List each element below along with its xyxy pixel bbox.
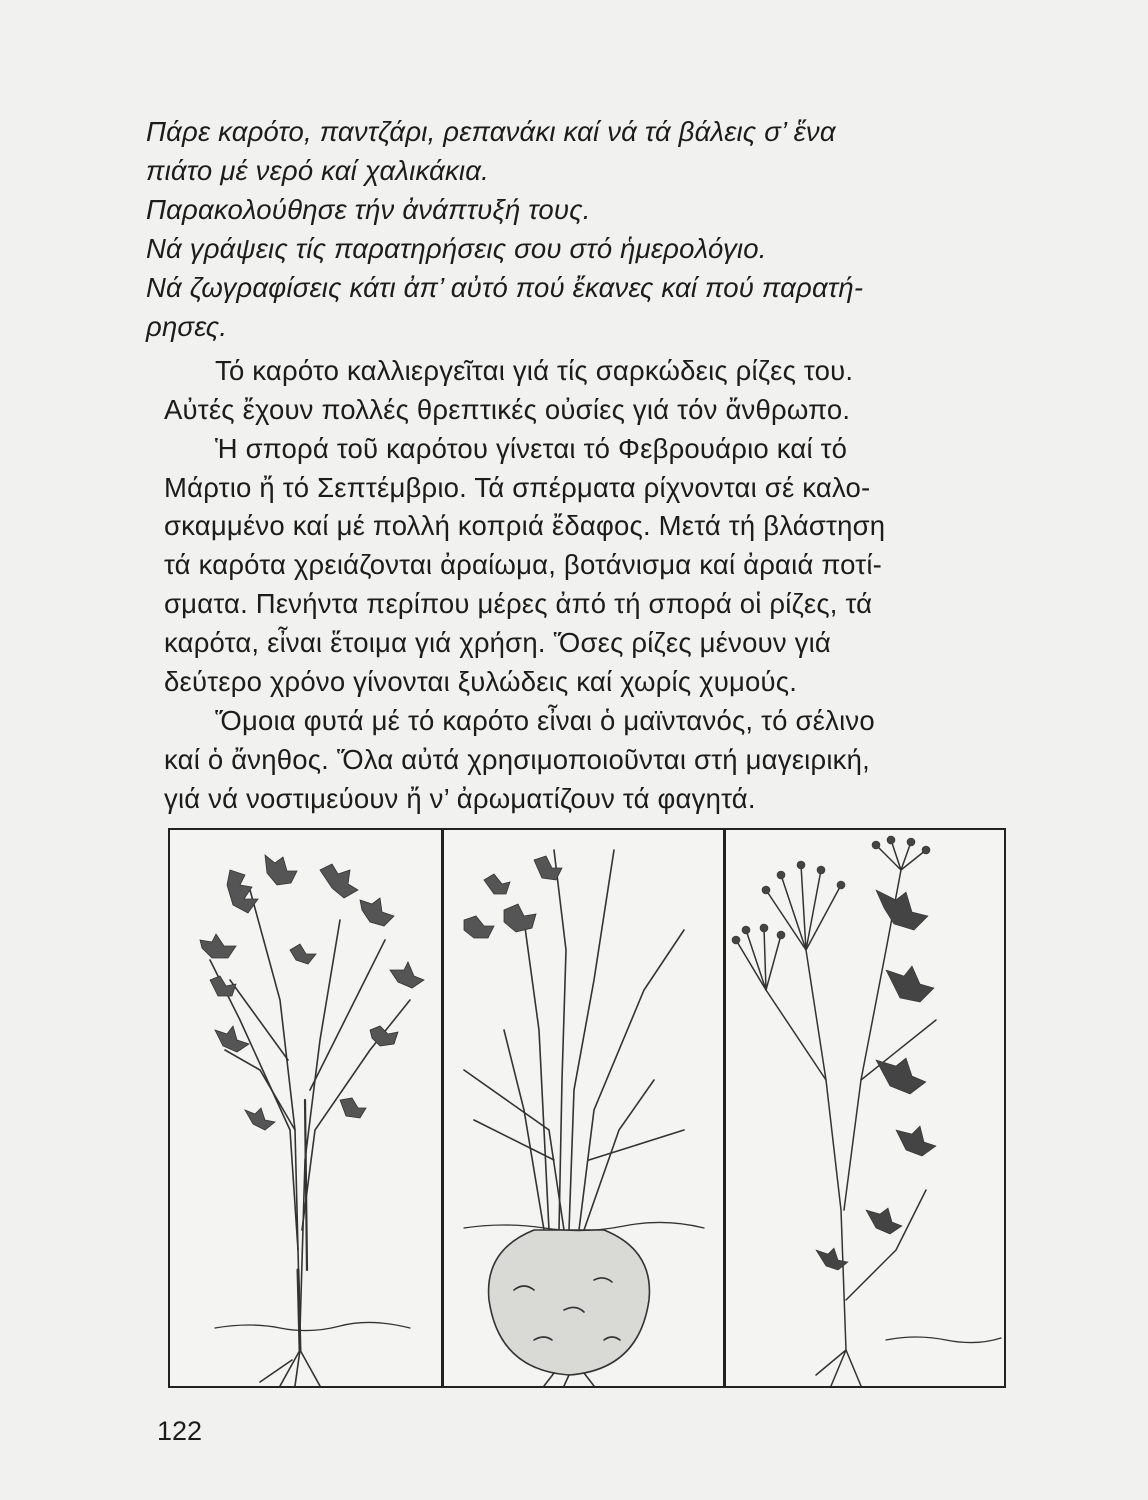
instruction-line-3: Παρακολούθησε τήν ἀνάπτυξή τους. — [146, 194, 591, 225]
page-number: 122 — [157, 1416, 203, 1446]
dill-drawing — [726, 830, 1004, 1386]
instruction-line-6: ρησες. — [146, 311, 228, 342]
body-line-4: Μάρτιο ἤ τό Σεπτέμβριο. Τά σπέρματα ρίχνονται σέ καλο- — [164, 472, 871, 503]
body-line-10: Ὅμοια φυτά μέ τό καρότο εἶναι ὁ μαϊντανός, τό σέλινο — [215, 705, 875, 736]
parsley-drawing — [170, 830, 442, 1386]
body-line-1: Τό καρότο καλλιεργεῖται γιά τίς σαρκώδεις ρίζες του. — [215, 355, 854, 386]
body-line-6: τά καρότα χρειάζονται ἀραίωμα, βοτάνισμα καί ἀραιά ποτί- — [164, 549, 883, 580]
instruction-line-1: Πάρε καρότο, παντζάρι, ρεπανάκι καί νά τά βάλεις σ’ ἕνα — [146, 116, 836, 147]
plants-illustration — [168, 828, 1006, 1388]
celery-illustration — [444, 830, 723, 1386]
instruction-line-2: πιάτο μέ νερό καί χαλικάκια. — [146, 155, 489, 186]
body-line-12: γιά νά νοστιμεύουν ἤ ν’ ἀρωματίζουν τά φαγητά. — [164, 783, 756, 814]
body-line-9: δεύτερο χρόνο γίνονται ξυλώδεις καί χωρίς χυμούς. — [164, 666, 798, 697]
body-line-3: Ἡ σπορά τοῦ καρότου γίνεται τό Φεβρουάριο καί τό — [215, 433, 848, 464]
body-line-7: σματα. Πενήντα περίπου μέρες ἀπό τή σπορά οἱ ρίζες, τά — [164, 588, 873, 619]
parsley-illustration — [170, 830, 442, 1386]
body-line-2: Αὐτές ἔχουν πολλές θρεπτικές οὐσίες γιά τόν ἄνθρωπο. — [164, 394, 851, 425]
body-line-5: σκαμμένο καί μέ πολλή κοπριά ἔδαφος. Μετά τή βλάστηση — [164, 510, 886, 541]
instruction-line-5: Νά ζωγραφίσεις κάτι ἀπ’ αὐτό πού ἔκανες καί πού παρατή- — [146, 272, 864, 303]
instruction-line-4: Νά γράψεις τίς παρατηρήσεις σου στό ἡμερολόγιο. — [146, 233, 767, 264]
celery-drawing — [444, 830, 723, 1386]
dill-illustration — [726, 830, 1004, 1386]
body-line-11: καί ὁ ἄνηθος. Ὅλα αὐτά χρησιμοποιοῦνται στή μαγειρική, — [164, 744, 870, 775]
body-line-8: καρότα, εἶναι ἕτοιμα γιά χρήση. Ὅσες ρίζες μένουν γιά — [164, 627, 831, 658]
